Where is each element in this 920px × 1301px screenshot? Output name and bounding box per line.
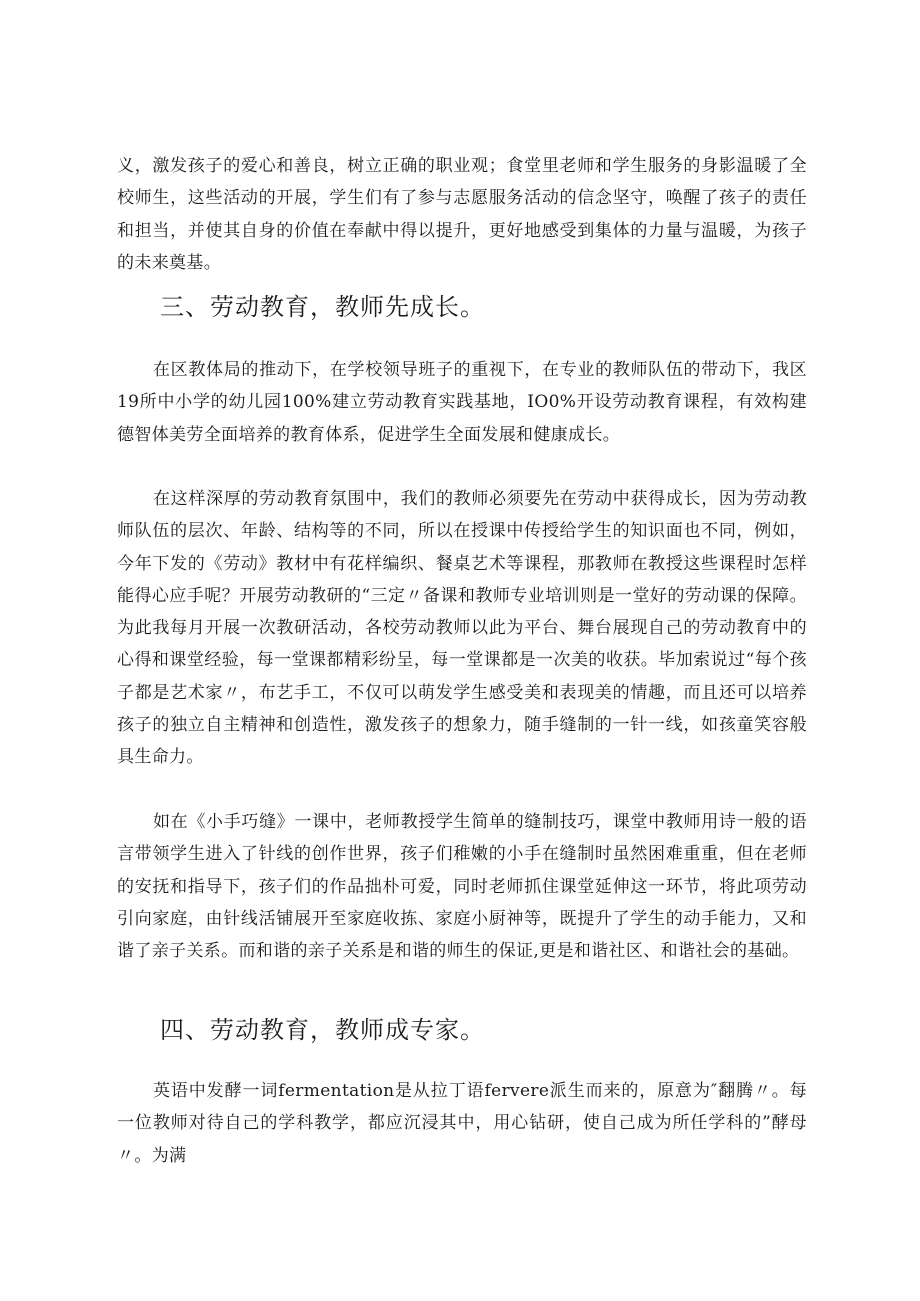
paragraph-teacher-growth: 在这样深厚的劳动教育氛围中，我们的教师必须要先在劳动中获得成长，因为劳动教师队伍的层次、年龄、结构等的不同，所以在授课中传授给学生的知识面也不同，例如，今年下发的《劳动》教材中有花样编织、餐桌艺术等课程，那教师在教授这些课程时怎样能得心应手呢？开展劳动教研的“三定〃备课和教师专业培训则是一堂好的劳动课的保障。为此我每月开展一次教研活动，各校劳动教师以此为平台、舞台展现自己的劳动教育中的心得和课堂经验，每一堂课都精彩纷呈，每一堂课都是一次美的收获。毕加索说过“每个孩子都是艺术家〃，布艺手工，不仅可以萌发学生感受美和表现美的情趣，而且还可以培养孩子的独立自主精神和创造性，激发孩子的想象力，随手缝制的一针一线，如孩童笑容般具生命力。 [117,489,807,768]
paragraph-fermentation: 英语中发酵一词fermentation是从拉丁语fervere派生而来的，原意为″翻腾〃。每一位教师对待自己的学科教学，都应沉浸其中，用心钻研，使自己成为所任学科的”酵母〃。为满 [117,1081,807,1166]
section-heading-three: 三、劳动教育，教师先成长。 [160,293,485,321]
paragraph-labor-base: 在区教体局的推动下，在学校领导班子的重视下，在专业的教师队伍的带动下，我区19所中小学的幼儿园100%建立劳动教育实践基地，IO0%开设劳动教育课程，有效构建德智体美劳全面培养的教育体系，促进学生全面发展和健康成长。 [117,360,807,445]
paragraph-intro-continuation: 义，激发孩子的爱心和善良，树立正确的职业观；食堂里老师和学生服务的身影温暖了全校师生，这些活动的开展，学生们有了参与志愿服务活动的信念坚守，唤醒了孩子的责任和担当，并使其自身的价值在奉献中得以提升，更好地感受到集体的力量与温暖，为孩子的未来奠基。 [117,156,807,273]
section-heading-four: 四、劳动教育，教师成专家。 [160,1016,485,1044]
paragraph-sewing-lesson: 如在《小手巧缝》一课中，老师教授学生简单的缝制技巧，课堂中教师用诗一般的语言带领学生进入了针线的创作世界，孩子们稚嫩的小手在缝制时虽然困难重重，但在老师的安抚和指导下，孩子们的作品拙朴可爱，同时老师抓住课堂延伸这一环节，将此项劳动引向家庭，由针线活铺展开至家庭收拣、家庭小厨神等，既提升了学生的动手能力，又和谐了亲子关系。而和谐的亲子关系是和谐的师生的保证,更是和谐社区、和谐社会的基础。 [117,812,807,962]
